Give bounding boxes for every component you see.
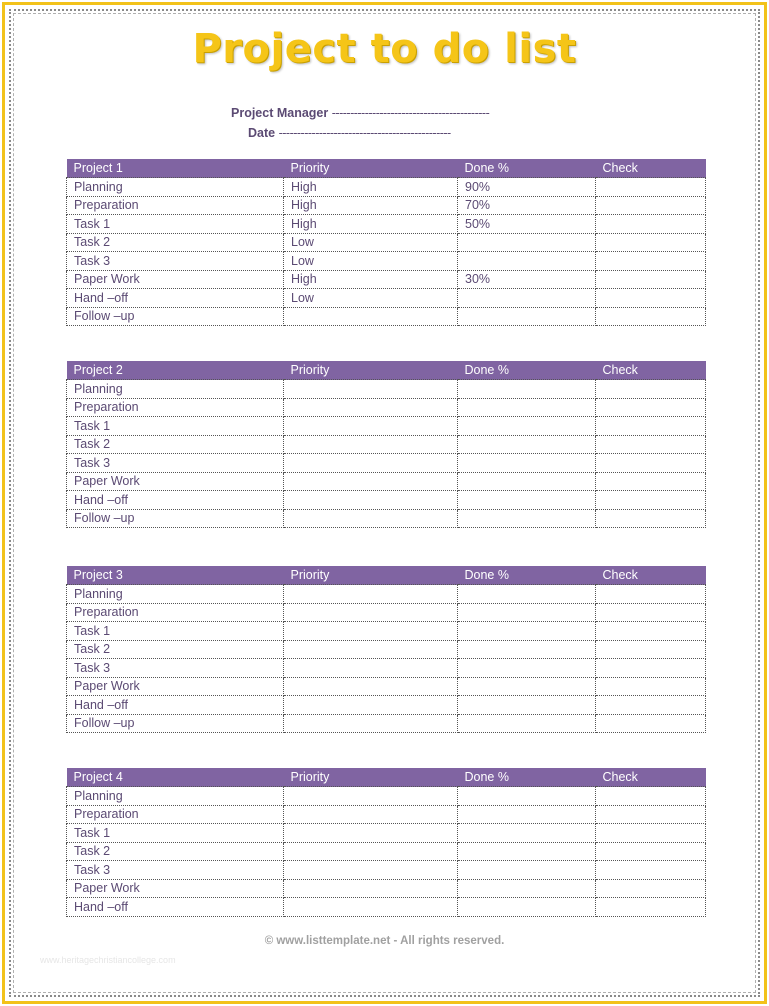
check-cell (596, 454, 706, 473)
table-row (67, 178, 706, 197)
task-cell: Task 2 (67, 233, 284, 252)
table-row (67, 252, 706, 271)
task-cell: Preparation (67, 805, 284, 824)
priority-cell (284, 714, 458, 733)
table-row (67, 215, 706, 234)
done-cell (458, 585, 596, 604)
table-row (67, 640, 706, 659)
table-header-row (67, 768, 706, 787)
task-cell: Task 1 (67, 622, 284, 641)
priority-cell (284, 787, 458, 806)
priority-cell (284, 454, 458, 473)
done-cell (458, 696, 596, 715)
priority-cell (284, 842, 458, 861)
task-cell: Planning (67, 787, 284, 806)
check-cell (596, 178, 706, 197)
done-cell: 70% (458, 196, 596, 215)
check-cell (596, 417, 706, 436)
task-cell: Follow –up (67, 509, 284, 528)
check-cell (596, 196, 706, 215)
project-manager-label: Project Manager (231, 106, 329, 120)
task-cell: Paper Work (67, 472, 284, 491)
header-done: Done % (458, 566, 596, 585)
done-cell (458, 509, 596, 528)
priority-cell: High (284, 196, 458, 215)
done-cell (458, 879, 596, 898)
priority-cell (284, 805, 458, 824)
priority-cell: Low (284, 233, 458, 252)
done-cell (458, 898, 596, 917)
priority-cell: High (284, 270, 458, 289)
done-cell (458, 805, 596, 824)
priority-cell: High (284, 178, 458, 197)
table-row (67, 380, 706, 399)
project-table-3 (66, 565, 706, 733)
check-cell (596, 861, 706, 880)
priority-cell (284, 640, 458, 659)
done-cell: 30% (458, 270, 596, 289)
task-cell: Paper Work (67, 879, 284, 898)
project-manager-line (231, 106, 489, 120)
table-row (67, 307, 706, 326)
task-cell: Task 3 (67, 252, 284, 271)
project-table-2 (66, 360, 706, 528)
priority-cell: Low (284, 252, 458, 271)
table-row (67, 714, 706, 733)
header-check: Check (596, 361, 706, 380)
priority-cell (284, 307, 458, 326)
task-cell: Preparation (67, 398, 284, 417)
page-title: Project to do list (192, 26, 577, 72)
check-cell (596, 270, 706, 289)
done-cell (458, 491, 596, 510)
priority-cell (284, 435, 458, 454)
table-row (67, 233, 706, 252)
check-cell (596, 603, 706, 622)
done-cell (458, 380, 596, 399)
header-project: Project 1 (67, 159, 284, 178)
priority-cell: Low (284, 289, 458, 308)
table-row (67, 270, 706, 289)
done-cell (458, 659, 596, 678)
check-cell (596, 659, 706, 678)
priority-cell (284, 824, 458, 843)
watermark-text: www.heritagechristiancollege.com (40, 955, 176, 965)
header-priority: Priority (284, 159, 458, 178)
check-cell (596, 696, 706, 715)
check-cell (596, 677, 706, 696)
table-row (67, 585, 706, 604)
date-label: Date (248, 126, 276, 140)
check-cell (596, 640, 706, 659)
done-cell (458, 307, 596, 326)
check-cell (596, 842, 706, 861)
priority-cell (284, 603, 458, 622)
table-row (67, 805, 706, 824)
done-cell (458, 603, 596, 622)
priority-cell (284, 380, 458, 399)
table-row (67, 659, 706, 678)
done-cell: 90% (458, 178, 596, 197)
done-cell (458, 622, 596, 641)
header-priority: Priority (284, 566, 458, 585)
priority-cell (284, 509, 458, 528)
header-done: Done % (458, 159, 596, 178)
header-project: Project 2 (67, 361, 284, 380)
header-priority: Priority (284, 768, 458, 787)
task-cell: Task 2 (67, 640, 284, 659)
check-cell (596, 289, 706, 308)
priority-cell (284, 677, 458, 696)
task-cell: Planning (67, 178, 284, 197)
done-cell (458, 787, 596, 806)
task-cell: Hand –off (67, 898, 284, 917)
table-row (67, 472, 706, 491)
table-row (67, 677, 706, 696)
task-cell: Preparation (67, 603, 284, 622)
check-cell (596, 380, 706, 399)
done-cell (458, 417, 596, 436)
check-cell (596, 307, 706, 326)
done-cell (458, 289, 596, 308)
table-row (67, 824, 706, 843)
table-row (67, 898, 706, 917)
check-cell (596, 252, 706, 271)
priority-cell (284, 491, 458, 510)
check-cell (596, 233, 706, 252)
table-row (67, 454, 706, 473)
priority-cell (284, 472, 458, 491)
copyright-footer: © www.listtemplate.net - All rights reserved. (264, 935, 505, 947)
table-row (67, 842, 706, 861)
task-cell: Task 1 (67, 215, 284, 234)
table-row (67, 879, 706, 898)
table-row (67, 787, 706, 806)
header-project: Project 4 (67, 768, 284, 787)
done-cell (458, 472, 596, 491)
header-check: Check (596, 159, 706, 178)
done-cell (458, 252, 596, 271)
priority-cell (284, 622, 458, 641)
check-cell (596, 435, 706, 454)
header-priority: Priority (284, 361, 458, 380)
header-done: Done % (458, 768, 596, 787)
project-table-4 (66, 767, 706, 917)
header-project: Project 3 (67, 566, 284, 585)
done-cell (458, 233, 596, 252)
check-cell (596, 398, 706, 417)
task-cell: Hand –off (67, 289, 284, 308)
check-cell (596, 585, 706, 604)
task-cell: Task 1 (67, 824, 284, 843)
task-cell: Follow –up (67, 714, 284, 733)
priority-cell (284, 659, 458, 678)
priority-cell (284, 696, 458, 715)
check-cell (596, 824, 706, 843)
table-row (67, 417, 706, 436)
done-cell (458, 824, 596, 843)
done-cell (458, 842, 596, 861)
date-line (248, 126, 451, 140)
task-cell: Hand –off (67, 696, 284, 715)
done-cell (458, 435, 596, 454)
check-cell (596, 215, 706, 234)
task-cell: Task 2 (67, 842, 284, 861)
task-cell: Planning (67, 585, 284, 604)
table-header-row (67, 566, 706, 585)
done-cell (458, 714, 596, 733)
check-cell (596, 509, 706, 528)
done-cell (458, 398, 596, 417)
task-cell: Task 2 (67, 435, 284, 454)
table-row (67, 622, 706, 641)
table-header-row (67, 159, 706, 178)
table-header-row (67, 361, 706, 380)
check-cell (596, 472, 706, 491)
done-cell (458, 677, 596, 696)
date-blank: ----------------------------------------------- (278, 126, 451, 140)
table-row (67, 603, 706, 622)
check-cell (596, 491, 706, 510)
priority-cell (284, 861, 458, 880)
table-row (67, 491, 706, 510)
project-table-1 (66, 158, 706, 326)
task-cell: Task 3 (67, 454, 284, 473)
task-cell: Task 3 (67, 861, 284, 880)
header-check: Check (596, 566, 706, 585)
task-cell: Planning (67, 380, 284, 399)
task-cell: Paper Work (67, 270, 284, 289)
table-row (67, 398, 706, 417)
check-cell (596, 879, 706, 898)
table-row (67, 196, 706, 215)
done-cell (458, 454, 596, 473)
header-done: Done % (458, 361, 596, 380)
check-cell (596, 714, 706, 733)
task-cell: Hand –off (67, 491, 284, 510)
table-row (67, 696, 706, 715)
check-cell (596, 787, 706, 806)
done-cell (458, 640, 596, 659)
priority-cell (284, 417, 458, 436)
table-row (67, 289, 706, 308)
done-cell (458, 861, 596, 880)
table-row (67, 861, 706, 880)
done-cell: 50% (458, 215, 596, 234)
task-cell: Task 3 (67, 659, 284, 678)
priority-cell (284, 879, 458, 898)
project-manager-blank: ------------------------------------------- (331, 106, 490, 120)
priority-cell (284, 898, 458, 917)
task-cell: Follow –up (67, 307, 284, 326)
priority-cell (284, 585, 458, 604)
priority-cell: High (284, 215, 458, 234)
task-cell: Task 1 (67, 417, 284, 436)
check-cell (596, 622, 706, 641)
table-row (67, 509, 706, 528)
check-cell (596, 898, 706, 917)
priority-cell (284, 398, 458, 417)
header-check: Check (596, 768, 706, 787)
check-cell (596, 805, 706, 824)
task-cell: Paper Work (67, 677, 284, 696)
task-cell: Preparation (67, 196, 284, 215)
table-row (67, 435, 706, 454)
